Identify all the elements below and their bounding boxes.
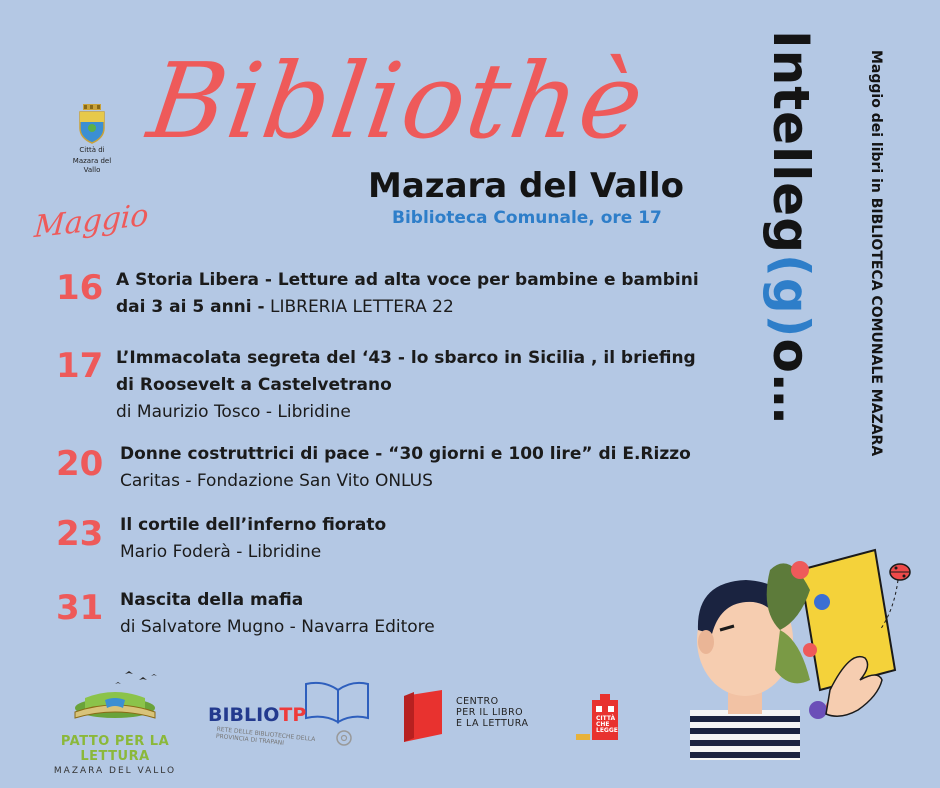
vertical-title [760, 30, 820, 510]
vertical-subtitle [862, 50, 888, 520]
event-author: Caritas - Fondazione San Vito ONLUS [120, 471, 433, 491]
cepell-logo [400, 688, 550, 748]
script-title: Bibliothè [141, 40, 653, 162]
event-day: 23 [56, 514, 104, 554]
list-item [120, 587, 435, 641]
open-book-icon [55, 668, 175, 730]
patto-line1: PATTO PER LA LETTURA [60, 734, 170, 764]
event-author: Mario Foderà - Libridine [120, 542, 322, 562]
event-title-cont: dai 3 ai 5 anni - [116, 297, 265, 317]
event-day: 17 [56, 346, 104, 386]
cepell-line2: PER IL LIBRO [456, 707, 524, 718]
list-item [120, 512, 386, 566]
vertical-title-part2: o… [762, 338, 820, 425]
event-author: LIBRERIA LETTERA 22 [269, 297, 454, 317]
event-title: Il cortile dell’inferno fiorato [120, 515, 387, 535]
crest-icon [75, 104, 109, 144]
vertical-subtitle-text: Maggio dei libri in BIBLIOTECA COMUNALE MAZARA [868, 50, 884, 457]
patto-line2: MAZARA DEL VALLO [53, 766, 177, 776]
bibliotp-name-a: BIBLIO [208, 704, 280, 726]
reader-illustration [650, 530, 930, 764]
crest-caption-line1: Città di [79, 146, 105, 154]
event-author: di Salvatore Mugno - Navarra Editore [120, 617, 435, 637]
list-item [120, 441, 691, 495]
event-title: L’Immacolata segreta del ‘43 - lo sbarco in Sicilia , il briefing [116, 348, 696, 368]
event-title: A Storia Libera - Letture ad alta voce per bambine e bambini [116, 270, 699, 290]
event-title: Donne costruttrici di pace - “30 giorni e 100 lire” di E.Rizzo [120, 444, 691, 464]
red-book-icon [400, 688, 450, 744]
event-author: di Maurizio Tosco - Libridine [116, 402, 351, 422]
list-item [116, 267, 699, 321]
list-item [116, 345, 696, 426]
vertical-title-g: (g) [762, 254, 820, 339]
venue-subtitle: Biblioteca Comunale, ore 17 [392, 208, 662, 228]
bibliotp-logo [206, 680, 376, 760]
event-day: 20 [56, 444, 104, 484]
cepell-line3: E LA LETTURA [456, 718, 529, 729]
patto-lettura-logo [30, 668, 200, 776]
citta-che-legge-logo [574, 692, 634, 746]
bibliotp-name-b: TP [279, 704, 307, 726]
event-day: 16 [56, 268, 104, 308]
bibliotp-tagline: RETE DELLE BIBLIOTECHE DELLA PROVINCIA DI TRAPANI [215, 725, 316, 747]
citta-text: CITTÀ CHE LEGGE [596, 715, 618, 734]
vertical-title-part1: Intelleg [762, 30, 820, 254]
month-label: Maggio [33, 197, 150, 246]
bibliotp-name [208, 704, 306, 726]
event-day: 31 [56, 588, 104, 628]
crest-caption-line2: Mazara del Vallo [72, 157, 112, 174]
city-title: Mazara del Vallo [368, 166, 685, 206]
person-reading-icon [650, 530, 930, 760]
city-crest [64, 104, 120, 175]
event-title-cont: di Roosevelt a Castelvetrano [116, 375, 392, 395]
event-title: Nascita della mafia [120, 590, 304, 610]
cepell-line1: CENTRO [456, 696, 499, 707]
